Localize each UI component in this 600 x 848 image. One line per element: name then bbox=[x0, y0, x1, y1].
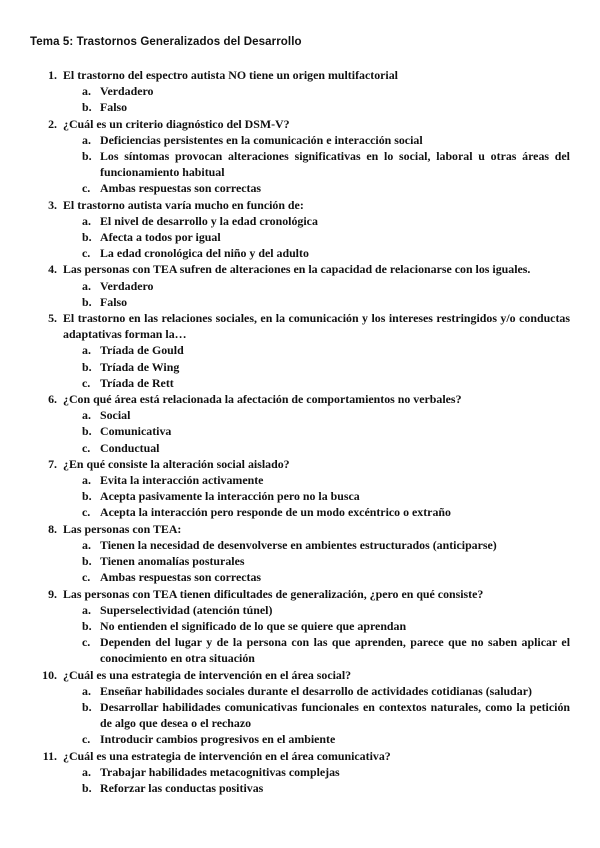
option-text: Verdadero bbox=[100, 84, 154, 99]
option-text: Superselectividad (atención túnel) bbox=[100, 602, 273, 617]
option-letter: c. bbox=[82, 505, 91, 520]
option-letter: c. bbox=[82, 375, 91, 390]
answer-option bbox=[0, 294, 600, 310]
option-letter: a. bbox=[82, 132, 91, 147]
option-letter: a. bbox=[82, 213, 91, 228]
question-3 bbox=[0, 197, 600, 213]
option-text: Reforzar las conductas positivas bbox=[100, 780, 264, 795]
option-text: Tienen anomalías posturales bbox=[100, 554, 245, 569]
answer-option bbox=[0, 699, 600, 731]
answer-option bbox=[0, 440, 600, 456]
question-text: Las personas con TEA sufren de alteraciones en la capacidad de relacionarse con los iguales. bbox=[63, 262, 531, 277]
answer-option bbox=[0, 683, 600, 699]
option-text: Evita la interacción activamente bbox=[100, 473, 264, 488]
answer-option bbox=[0, 245, 600, 261]
option-text: Deficiencias persistentes en la comunicación e interacción social bbox=[100, 132, 423, 147]
option-text: Los síntomas provocan alteraciones significativas en lo social, laboral u otras áreas del funcionamiento habitual bbox=[100, 149, 570, 180]
answer-option bbox=[0, 618, 600, 634]
option-letter: a. bbox=[82, 537, 91, 552]
option-text: Ambas respuestas son correctas bbox=[100, 570, 262, 585]
question-list bbox=[0, 67, 600, 796]
option-letter: a. bbox=[82, 473, 91, 488]
option-text: Desarrollar habilidades comunicativas funcionales en contextos naturales, como la petición de algo que desea o el rechazo bbox=[100, 699, 570, 731]
option-letter: a. bbox=[82, 278, 91, 293]
answer-option bbox=[0, 472, 600, 488]
question-text: El trastorno en las relaciones sociales, en la comunicación y los intereses restringidos y/o conductas adaptativas forman la… bbox=[63, 311, 570, 342]
option-text: Social bbox=[100, 408, 131, 423]
question-text: ¿En qué consiste la alteración social aislado? bbox=[63, 456, 290, 471]
option-letter: a. bbox=[82, 683, 91, 698]
option-letter: b. bbox=[82, 554, 92, 569]
question-5 bbox=[0, 310, 600, 342]
option-letter: b. bbox=[82, 294, 92, 309]
answer-option bbox=[0, 537, 600, 553]
question-2 bbox=[0, 116, 600, 132]
answer-option bbox=[0, 488, 600, 504]
option-text: Falso bbox=[100, 100, 128, 115]
question-6 bbox=[0, 391, 600, 407]
question-text: El trastorno autista varía mucho en función de: bbox=[63, 197, 304, 212]
option-letter: b. bbox=[82, 780, 92, 795]
option-letter: b. bbox=[82, 100, 92, 115]
option-text: Verdadero bbox=[100, 278, 154, 293]
question-number: 6. bbox=[48, 392, 57, 407]
question-number: 3. bbox=[48, 197, 57, 212]
option-text: Tienen la necesidad de desenvolverse en ambientes estructurados (anticiparse) bbox=[100, 537, 497, 552]
question-number: 2. bbox=[48, 116, 57, 131]
option-letter: c. bbox=[82, 440, 91, 455]
option-text: Falso bbox=[100, 294, 128, 309]
option-text: Trabajar habilidades metacognitivas complejas bbox=[100, 764, 340, 779]
answer-option bbox=[0, 407, 600, 423]
option-text: Tríada de Wing bbox=[100, 359, 180, 374]
question-text: ¿Cuál es una estrategia de intervención en el área comunicativa? bbox=[63, 748, 391, 763]
option-letter: a. bbox=[82, 602, 91, 617]
answer-option bbox=[0, 780, 600, 796]
document-title: Tema 5: Trastornos Generalizados del Desarrollo bbox=[30, 36, 302, 48]
option-letter: b. bbox=[82, 359, 92, 374]
answer-option bbox=[0, 99, 600, 115]
question-number: 5. bbox=[48, 311, 57, 326]
option-letter: a. bbox=[82, 764, 91, 779]
option-text: El nivel de desarrollo y la edad cronológica bbox=[100, 213, 318, 228]
answer-option bbox=[0, 180, 600, 196]
answer-option bbox=[0, 553, 600, 569]
option-letter: c. bbox=[82, 181, 91, 196]
question-text: ¿Con qué área está relacionada la afectación de comportamientos no verbales? bbox=[63, 392, 462, 407]
option-text: Acepta pasivamente la interacción pero no la busca bbox=[100, 489, 360, 504]
answer-option bbox=[0, 375, 600, 391]
question-text: ¿Cuál es un criterio diagnóstico del DSM-V? bbox=[63, 116, 290, 131]
answer-option bbox=[0, 213, 600, 229]
question-text: El trastorno del espectro autista NO tiene un origen multifactorial bbox=[63, 68, 398, 82]
answer-option bbox=[0, 148, 600, 180]
question-number: 4. bbox=[48, 262, 57, 277]
option-letter: b. bbox=[82, 230, 92, 245]
answer-option bbox=[0, 83, 600, 99]
question-8 bbox=[0, 521, 600, 537]
option-letter: a. bbox=[82, 343, 91, 358]
answer-option bbox=[0, 423, 600, 439]
question-4 bbox=[0, 261, 600, 277]
option-letter: b. bbox=[82, 489, 92, 504]
option-text: Tríada de Gould bbox=[100, 343, 184, 358]
option-letter: a. bbox=[82, 408, 91, 423]
option-text: La edad cronológica del niño y del adulto bbox=[100, 246, 309, 261]
question-number: 10. bbox=[42, 667, 57, 682]
option-letter: c. bbox=[82, 635, 91, 650]
option-letter: b. bbox=[82, 149, 92, 164]
option-text: Ambas respuestas son correctas bbox=[100, 181, 262, 196]
answer-option bbox=[0, 359, 600, 375]
option-letter: c. bbox=[82, 570, 91, 585]
answer-option bbox=[0, 278, 600, 294]
answer-option bbox=[0, 342, 600, 358]
question-text: Las personas con TEA tienen dificultades de generalización, ¿pero en qué consiste? bbox=[63, 586, 484, 601]
option-text: Introducir cambios progresivos en el ambiente bbox=[100, 732, 336, 747]
option-letter: c. bbox=[82, 246, 91, 261]
answer-option bbox=[0, 731, 600, 747]
option-text: Comunicativa bbox=[100, 424, 172, 439]
question-9 bbox=[0, 586, 600, 602]
option-letter: c. bbox=[82, 732, 91, 747]
option-letter: a. bbox=[82, 84, 91, 99]
question-7 bbox=[0, 456, 600, 472]
answer-option bbox=[0, 634, 600, 666]
question-number: 11. bbox=[42, 748, 57, 763]
question-text: ¿Cuál es una estrategia de intervención en el área social? bbox=[63, 667, 352, 682]
answer-option bbox=[0, 569, 600, 585]
option-text: Dependen del lugar y de la persona con las que aprenden, parece que no saben aplicar el conocimiento en otra situación bbox=[100, 635, 570, 666]
option-text: No entienden el significado de lo que se quiere que aprendan bbox=[100, 618, 407, 633]
question-1 bbox=[0, 67, 600, 83]
question-number: 8. bbox=[48, 521, 57, 536]
question-number: 9. bbox=[48, 586, 57, 601]
question-10 bbox=[0, 667, 600, 683]
answer-option bbox=[0, 132, 600, 148]
option-text: Afecta a todos por igual bbox=[100, 230, 221, 245]
option-letter: b. bbox=[82, 618, 92, 633]
answer-option bbox=[0, 504, 600, 520]
option-text: Acepta la interacción pero responde de un modo excéntrico o extraño bbox=[100, 505, 451, 520]
question-text: Las personas con TEA: bbox=[63, 521, 182, 536]
option-letter: b. bbox=[82, 424, 92, 439]
answer-option bbox=[0, 764, 600, 780]
option-text: Enseñar habilidades sociales durante el desarrollo de actividades cotidianas (saludar) bbox=[100, 683, 532, 698]
option-text: Tríada de Rett bbox=[100, 375, 174, 390]
question-11 bbox=[0, 748, 600, 764]
option-letter: b. bbox=[82, 699, 92, 714]
option-text: Conductual bbox=[100, 440, 160, 455]
question-number: 1. bbox=[48, 68, 57, 82]
answer-option bbox=[0, 602, 600, 618]
answer-option bbox=[0, 229, 600, 245]
question-number: 7. bbox=[48, 456, 57, 471]
